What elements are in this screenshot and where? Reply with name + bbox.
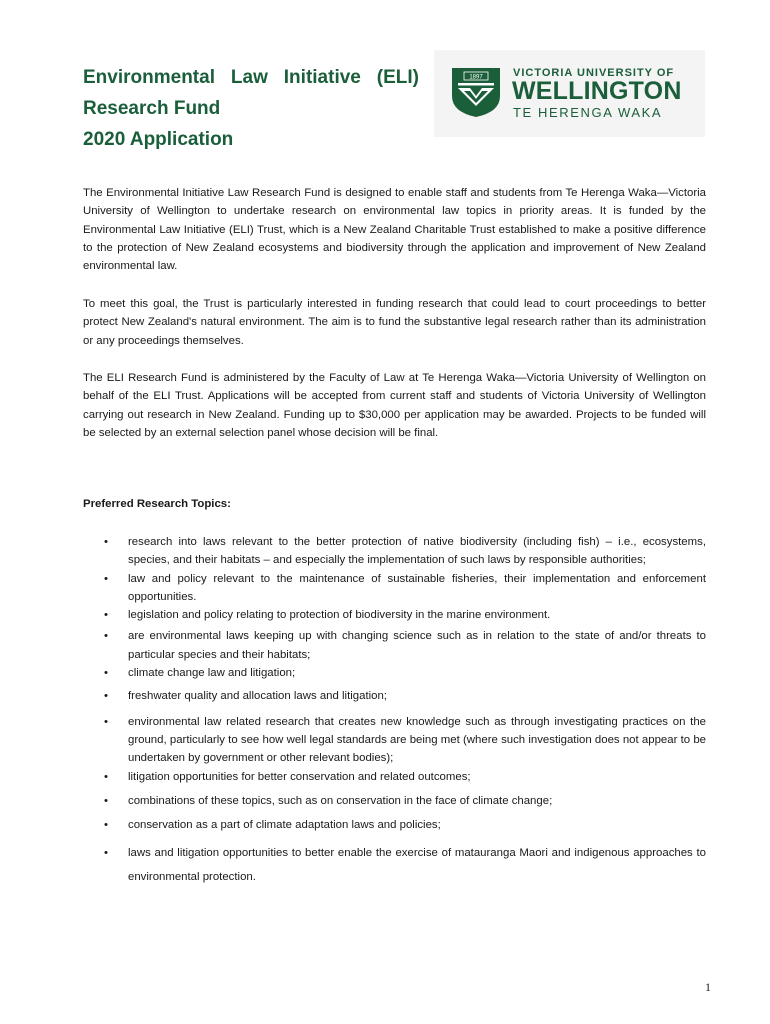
list-item: • law and policy relevant to the maintenance of sustainable fisheries, their implementation and enforcement opportunities. (83, 570, 706, 607)
list-item: • are environmental laws keeping up with changing science such as in relation to the state of and/or threats to particular species and their habitats; (83, 627, 706, 664)
topics-heading: Preferred Research Topics: (83, 498, 231, 510)
logo-year: 1897 (469, 74, 483, 81)
page-number: 1 (705, 980, 711, 994)
bullet-icon: • (104, 572, 108, 585)
bullet-icon: • (104, 847, 108, 860)
list-item: • freshwater quality and allocation laws and litigation; (83, 687, 706, 705)
bullet-icon: • (104, 690, 108, 703)
goal-paragraph: To meet this goal, the Trust is particularly interested in funding research that could lead to court proceedings to better protect New Zealand's natural environment. The aim is to fund the substantive legal research rather than its administration or any proceedings themselves. (83, 298, 706, 347)
bullet-icon: • (104, 609, 108, 622)
list-item: • conservation as a part of climate adaptation laws and policies; (83, 816, 706, 834)
list-item: • research into laws relevant to the better protection of native biodiversity (including fish) – i.e., ecosystems, species, and their habitats – and especially the implementation of such laws by responsible authorities; (83, 533, 706, 570)
title-line-1: Environmental Law Initiative (ELI) (83, 67, 419, 88)
bullet-icon: • (104, 819, 108, 832)
logo-line-2: WELLINGTON (512, 77, 682, 105)
title-line-2: Research Fund (83, 98, 221, 119)
bullet-icon: • (104, 630, 108, 643)
topics-list (83, 533, 706, 889)
intro-paragraph: The Environmental Initiative Law Research Fund is designed to enable staff and students from Te Herenga Waka—Victoria University of Wellington to undertake research on environmental law topics in priority areas. It is funded by the Environmental Law Initiative (ELI) Trust, which is a New Zealand Charitable Trust established to make a positive difference to the protection of New Zealand ecosystems and biodiversity through the application and improvement of New Zealand environmental law. (83, 187, 706, 273)
logo-line-1: VICTORIA UNIVERSITY OF (513, 67, 675, 79)
document-title (83, 62, 423, 155)
administration-paragraph: The ELI Research Fund is administered by the Faculty of Law at Te Herenga Waka—Victoria University of Wellington on behalf of the ELI Trust. Applications will be accepted from current staff and students of Victoria University of Wellington carrying out research in New Zealand. Funding up to $30,000 per application may be awarded. Projects to be funded will be selected by an external selection panel whose decision will be final. (83, 372, 706, 439)
list-item: • litigation opportunities for better conservation and related outcomes; (83, 768, 706, 786)
logo-line-3: TE HERENGA WAKA (513, 105, 663, 120)
list-item: • combinations of these topics, such as on conservation in the face of climate change; (83, 792, 706, 810)
bullet-icon: • (104, 667, 108, 680)
bullet-icon: • (104, 715, 108, 728)
list-item: • environmental law related research that creates new knowledge such as through investigating practices on the ground, particularly to see how well legal standards are being met (where such investigation does not appear to be undertaken by government or other relevant bodies); (83, 713, 706, 768)
list-item: • legislation and policy relating to protection of biodiversity in the marine environment. (83, 606, 706, 624)
bullet-icon: • (104, 770, 108, 783)
bullet-icon: • (104, 536, 108, 548)
list-item: • climate change law and litigation; (83, 664, 706, 682)
waka-crest-icon (450, 66, 502, 118)
bullet-icon: • (104, 794, 108, 807)
university-logo (434, 50, 705, 137)
list-item: • laws and litigation opportunities to better enable the exercise of matauranga Maori and indigenous approaches to environmental protection. (83, 841, 706, 889)
title-line-3: 2020 Application (83, 129, 234, 150)
